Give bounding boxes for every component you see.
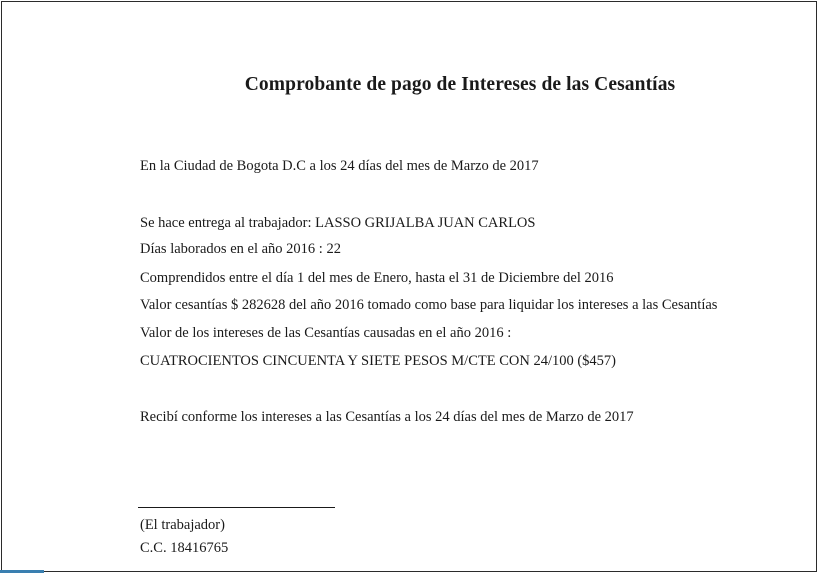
city-date-line: En la Ciudad de Bogota D.C a los 24 días del mes de Marzo de 2017 xyxy=(140,158,539,174)
signature-role: (El trabajador) xyxy=(140,517,225,533)
signature-id: C.C. 18416765 xyxy=(140,540,229,556)
document-page xyxy=(1,1,817,572)
signature-line xyxy=(138,507,335,508)
severance-value-line: Valor cesantías $ 282628 del año 2016 tomado como base para liquidar los intereses a las Cesantías xyxy=(140,297,718,313)
interest-value-line: Valor de los intereses de las Cesantías causadas en el año 2016 : xyxy=(140,325,512,341)
amount-in-words-line: CUATROCIENTOS CINCUENTA Y SIETE PESOS M/CTE CON 24/100 ($457) xyxy=(140,353,617,369)
period-line: Comprendidos entre el día 1 del mes de Enero, hasta el 31 de Diciembre del 2016 xyxy=(140,270,614,286)
days-worked-line: Días laborados en el año 2016 : 22 xyxy=(140,241,341,257)
document-title: Comprobante de pago de Intereses de las Cesantías xyxy=(244,74,676,95)
worker-line: Se hace entrega al trabajador: LASSO GRIJALBA JUAN CARLOS xyxy=(140,215,536,231)
received-line: Recibí conforme los intereses a las Cesantías a los 24 días del mes de Marzo de 2017 xyxy=(140,409,634,425)
